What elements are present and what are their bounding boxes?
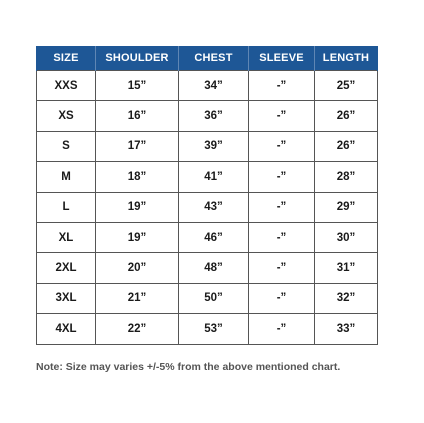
cell-size: S [37, 131, 96, 161]
cell-chest: 39” [179, 131, 249, 161]
table-row [37, 162, 378, 192]
table-header-row [37, 46, 378, 71]
cell-size: 2XL [37, 253, 96, 283]
table-row [37, 131, 378, 161]
cell-sleeve: -” [249, 314, 315, 344]
table-row [37, 222, 378, 252]
header-chest: CHEST [179, 46, 249, 71]
cell-sleeve: -” [249, 222, 315, 252]
cell-shoulder: 20” [96, 253, 179, 283]
cell-shoulder: 22” [96, 314, 179, 344]
cell-size: XL [37, 222, 96, 252]
cell-sleeve: -” [249, 253, 315, 283]
cell-length: 26” [315, 101, 378, 131]
cell-sleeve: -” [249, 71, 315, 101]
cell-length: 31” [315, 253, 378, 283]
cell-shoulder: 17” [96, 131, 179, 161]
cell-shoulder: 16” [96, 101, 179, 131]
cell-size: XS [37, 101, 96, 131]
cell-size: 4XL [37, 314, 96, 344]
header-shoulder: SHOULDER [96, 46, 179, 71]
cell-length: 33” [315, 314, 378, 344]
table-row [37, 314, 378, 344]
cell-sleeve: -” [249, 131, 315, 161]
cell-shoulder: 18” [96, 162, 179, 192]
cell-length: 25” [315, 71, 378, 101]
size-chart-table [36, 46, 378, 345]
cell-sleeve: -” [249, 283, 315, 313]
cell-chest: 43” [179, 192, 249, 222]
table-row [37, 192, 378, 222]
cell-shoulder: 21” [96, 283, 179, 313]
cell-size: 3XL [37, 283, 96, 313]
header-sleeve: SLEEVE [249, 46, 315, 71]
cell-chest: 50” [179, 283, 249, 313]
cell-size: M [37, 162, 96, 192]
cell-length: 28” [315, 162, 378, 192]
cell-size: XXS [37, 71, 96, 101]
cell-length: 32” [315, 283, 378, 313]
cell-chest: 46” [179, 222, 249, 252]
cell-sleeve: -” [249, 101, 315, 131]
cell-size: L [37, 192, 96, 222]
cell-shoulder: 15” [96, 71, 179, 101]
cell-shoulder: 19” [96, 192, 179, 222]
cell-chest: 53” [179, 314, 249, 344]
cell-chest: 36” [179, 101, 249, 131]
cell-shoulder: 19” [96, 222, 179, 252]
table-row [37, 283, 378, 313]
size-variance-note: Note: Size may varies +/-5% from the above mentioned chart. [36, 361, 341, 373]
header-length: LENGTH [315, 46, 378, 71]
cell-sleeve: -” [249, 192, 315, 222]
cell-length: 29” [315, 192, 378, 222]
header-size: SIZE [37, 46, 96, 71]
table-row [37, 71, 378, 101]
cell-chest: 34” [179, 71, 249, 101]
table-row [37, 253, 378, 283]
cell-length: 26” [315, 131, 378, 161]
table-row [37, 101, 378, 131]
cell-chest: 48” [179, 253, 249, 283]
cell-length: 30” [315, 222, 378, 252]
cell-sleeve: -” [249, 162, 315, 192]
cell-chest: 41” [179, 162, 249, 192]
